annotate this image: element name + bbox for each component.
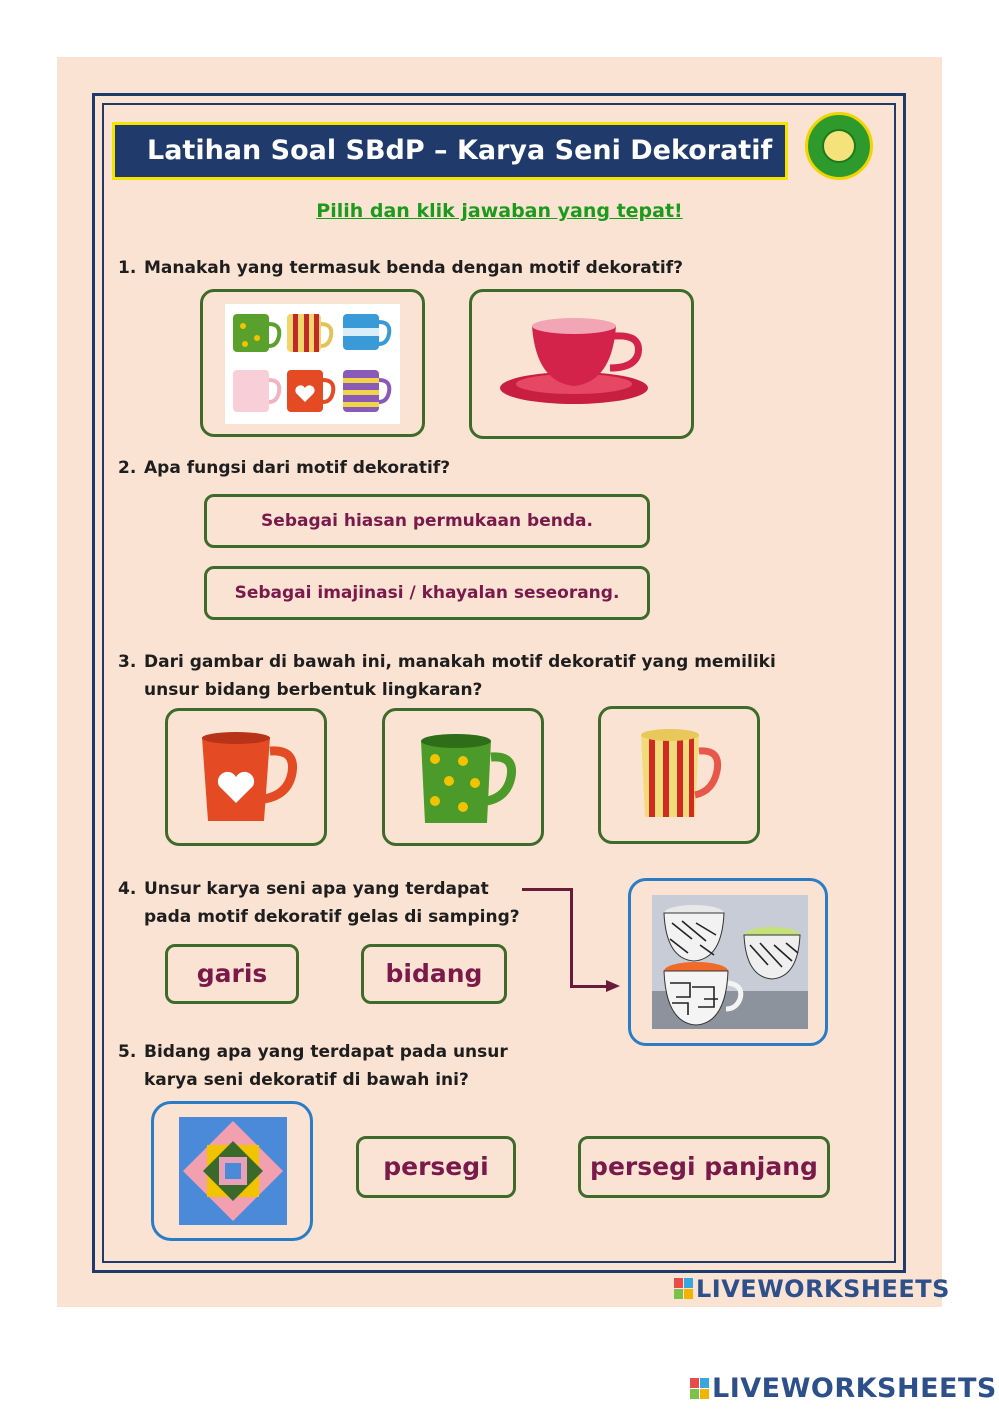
arrow-segment [570, 888, 573, 988]
worksheet-title: Latihan Soal SBdP – Karya Seni Dekoratif [112, 122, 788, 180]
question-5: 5. Bidang apa yang terdapat pada unsur karya seni dekoratif di bawah ini? [118, 1042, 508, 1090]
question-3: 3. Dari gambar di bawah ini, manakah motif dekoratif yang memiliki unsur bidang berbentuk lingkaran? [118, 652, 776, 700]
q3-option-dotted-mug[interactable] [382, 708, 544, 846]
heart-mug-icon [194, 729, 304, 829]
q5-option-persegi-panjang[interactable]: persegi panjang [578, 1136, 830, 1198]
school-logo-icon [805, 112, 873, 180]
liveworksheets-logo-inner: LIVEWORKSHEETS [674, 1275, 950, 1303]
polka-dot-mug-icon [413, 731, 523, 831]
arrow-segment [570, 985, 610, 988]
q5-reference-image [151, 1101, 313, 1241]
q4-option-garis[interactable]: garis [165, 944, 299, 1004]
arrow-segment [522, 888, 572, 891]
liveworksheets-mark-icon [674, 1278, 694, 1300]
striped-mug-icon [633, 725, 733, 825]
liveworksheets-logo-footer: LIVEWORKSHEETS [690, 1373, 997, 1404]
q5-option-persegi[interactable]: persegi [356, 1136, 516, 1198]
geometric-squares-icon [179, 1117, 287, 1225]
question-2: 2. Apa fungsi dari motif dekoratif? [118, 458, 451, 478]
instruction-text: Pilih dan klik jawaban yang tepat! [316, 200, 683, 222]
q1-option-plain-cup[interactable] [469, 289, 694, 439]
q4-option-bidang[interactable]: bidang [361, 944, 507, 1004]
q2-option-1[interactable]: Sebagai hiasan permukaan benda. [204, 494, 650, 548]
q3-option-striped-mug[interactable] [598, 706, 760, 844]
liveworksheets-mark-icon [690, 1378, 710, 1400]
red-teacup-icon [494, 312, 674, 422]
q3-option-heart-mug[interactable] [165, 708, 327, 846]
patterned-cups-icon [652, 895, 808, 1029]
question-1: 1. Manakah yang termasuk benda dengan motif dekoratif? [118, 258, 683, 278]
q4-reference-image [628, 878, 828, 1046]
q2-option-2[interactable]: Sebagai imajinasi / khayalan seseorang. [204, 566, 650, 620]
q1-option-decorative-mugs[interactable] [200, 289, 425, 437]
arrow-head-icon [606, 978, 622, 994]
question-4: 4. Unsur karya seni apa yang terdapat pada motif dekoratif gelas di samping? [118, 879, 520, 927]
decorative-mugs-icon [225, 304, 400, 424]
